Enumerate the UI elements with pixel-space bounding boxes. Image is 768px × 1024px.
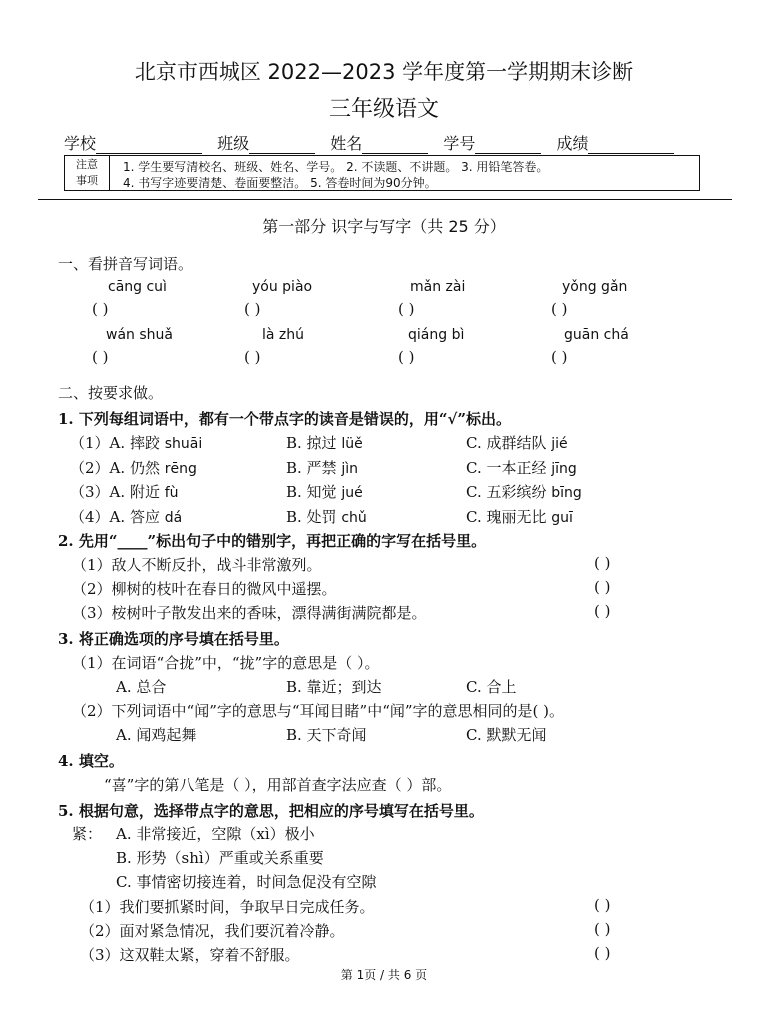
q1-word-c: C. 五彩缤纷 xyxy=(466,483,547,501)
notice-box xyxy=(64,155,700,191)
q1-title: 1. 下列每组词语中，都有一个带点字的读音是错误的，用“√”标出。 xyxy=(58,410,511,428)
q1-row-no: （2）A. xyxy=(70,459,126,477)
q3-title: 3. 将正确选项的序号填在括号里。 xyxy=(58,630,289,648)
answer-blank-8[interactable]: ( ) xyxy=(551,348,568,366)
q5-title: 5. 根据句意，选择带点字的意思，把相应的序号填写在括号里。 xyxy=(58,802,484,820)
answer-blank-5[interactable]: ( ) xyxy=(92,348,109,366)
answer-blank-6[interactable]: ( ) xyxy=(244,348,261,366)
q1-row-no: （1）A. xyxy=(70,434,126,452)
q2-bracket-3[interactable]: ( ) xyxy=(594,602,611,620)
q1-pinyin-b: lüě xyxy=(341,436,363,452)
student-id-label: 学号 xyxy=(443,134,476,153)
q3-sub-2: （2）下列词语中“闻”字的意思与“耳闻目睹”中“闻”字的意思相同的是( )。 xyxy=(72,702,565,720)
q4-title: 4. 填空。 xyxy=(58,752,124,770)
pinyin-2: yóu piào xyxy=(252,279,313,295)
q3-sub-1-option-c: C. 合上 xyxy=(466,678,517,696)
q3-sub-2-option-c: C. 默默无闻 xyxy=(466,726,547,744)
q1-row-3-b xyxy=(286,481,363,502)
q5-item-2: （2）面对紧急情况，我们要沉着冷静。 xyxy=(80,922,345,940)
q1-row-no: （3）A. xyxy=(70,483,126,501)
name-label: 姓名 xyxy=(330,134,363,153)
q2-item-2: （2）柳树的枝叶在春日的微风中遥摆。 xyxy=(72,580,337,598)
q1-row-no: （4）A. xyxy=(70,508,126,526)
q2-item-3: （3）桉树叶子散发出来的香味，漂得满街满院都是。 xyxy=(72,604,427,622)
notice-line-1: 1. 学生要写清校名、班级、姓名、学号。 2. 不读题、不讲题。 3. 用铅笔答卷。 xyxy=(123,160,549,174)
q1-word-b: B. 处罚 xyxy=(286,508,337,526)
q1-word-b: B. 掠过 xyxy=(286,434,337,452)
q1-word-c: C. 瑰丽无比 xyxy=(466,508,547,526)
q1-pinyin-a: rēng xyxy=(164,461,197,477)
q1-pinyin-a: dá xyxy=(164,510,183,526)
q2-title: 2. 先用“____”标出句子中的错别字，再把正确的字写在括号里。 xyxy=(58,532,487,550)
q2-bracket-2[interactable]: ( ) xyxy=(594,578,611,596)
score-blank[interactable] xyxy=(588,137,674,154)
q1-word-a: 附近 xyxy=(129,483,160,501)
q1-pinyin-b: jìn xyxy=(341,461,358,477)
q1-row-2-b xyxy=(286,457,358,478)
q1-row-3-c xyxy=(466,481,582,502)
q5-option-a: A. 非常接近，空隙（xì）极小 xyxy=(116,825,315,843)
q1-word-c: C. 一本正经 xyxy=(466,459,547,477)
q2-bracket-1[interactable]: ( ) xyxy=(594,554,611,572)
score-label: 成绩 xyxy=(556,134,589,153)
q2-item-1: （1）敌人不断反扑，战斗非常激列。 xyxy=(72,556,322,574)
answer-blank-3[interactable]: ( ) xyxy=(398,300,415,318)
q1-row-4-b xyxy=(286,506,367,527)
class-blank[interactable] xyxy=(249,137,315,154)
exam-title: 北京市西城区 2022—2023 学年度第一学期期末诊断 xyxy=(134,60,634,84)
q1-word-c: C. 成群结队 xyxy=(466,434,547,452)
q4-text: “喜”字的第八笔是（ ），用部首查字法应查（ ）部。 xyxy=(104,776,452,794)
q5-word: 紧： xyxy=(72,825,103,843)
student-id-blank[interactable] xyxy=(475,137,541,154)
q1-pinyin-a: shuāi xyxy=(164,436,203,452)
q5-option-c: C. 事情密切接连着，时间急促没有空隙 xyxy=(116,873,377,891)
q1-row-1-b xyxy=(286,432,363,453)
q1-pinyin-a: fù xyxy=(164,485,179,501)
pinyin-7: qiáng bì xyxy=(408,327,465,343)
q1-row-4-c xyxy=(466,506,573,527)
notice-label-2: 事项 xyxy=(76,174,98,187)
q3-sub-2-option-b: B. 天下奇闻 xyxy=(286,726,367,744)
answer-blank-1[interactable]: ( ) xyxy=(92,300,109,318)
name-blank[interactable] xyxy=(362,137,428,154)
q1-word-a: 摔跤 xyxy=(129,434,160,452)
class-label: 班级 xyxy=(217,134,250,153)
pinyin-6: là zhú xyxy=(262,327,305,343)
page-footer: 第 1页 / 共 6 页 xyxy=(340,968,428,982)
q5-bracket-2[interactable]: ( ) xyxy=(594,920,611,938)
answer-blank-7[interactable]: ( ) xyxy=(398,348,415,366)
q1-pinyin-b: chǔ xyxy=(341,510,367,526)
answer-blank-4[interactable]: ( ) xyxy=(551,300,568,318)
q3-sub-2-option-a: A. 闻鸡起舞 xyxy=(116,726,197,744)
section2-title: 二、按要求做。 xyxy=(58,384,164,402)
pinyin-3: mǎn zài xyxy=(410,279,466,295)
header-divider xyxy=(38,199,732,200)
q3-sub-1: （1）在词语“合拢”中，“拢”字的意思是（ ）。 xyxy=(72,654,380,672)
pinyin-4: yǒng gǎn xyxy=(562,279,628,295)
q1-pinyin-c: bīng xyxy=(551,485,582,501)
notice-header xyxy=(65,156,110,191)
school-label: 学校 xyxy=(64,134,97,153)
q1-word-b: B. 知觉 xyxy=(286,483,337,501)
q1-row-1 xyxy=(70,432,202,453)
q3-sub-1-option-a: A. 总合 xyxy=(116,678,167,696)
q1-row-4 xyxy=(70,506,182,527)
section1-title: 一、看拼音写词语。 xyxy=(58,255,194,273)
q1-pinyin-c: jīng xyxy=(551,461,577,477)
q1-row-2 xyxy=(70,457,197,478)
q1-row-1-c xyxy=(466,432,568,453)
notice-line-2: 4. 书写字迹要清楚、卷面要整洁。 5. 答卷时间为90分钟。 xyxy=(123,176,437,190)
pinyin-5: wán shuǎ xyxy=(106,327,173,343)
school-blank[interactable] xyxy=(96,137,202,154)
q5-item-3: （3）这双鞋太紧，穿着不舒服。 xyxy=(80,946,300,964)
exam-subtitle: 三年级语文 xyxy=(328,97,439,122)
q1-row-2-c xyxy=(466,457,577,478)
q5-bracket-1[interactable]: ( ) xyxy=(594,896,611,914)
q5-option-b: B. 形势（shì）严重或关系重要 xyxy=(116,849,324,867)
q1-pinyin-c: guī xyxy=(551,510,573,526)
answer-blank-2[interactable]: ( ) xyxy=(244,300,261,318)
q5-bracket-3[interactable]: ( ) xyxy=(594,944,611,962)
q1-pinyin-c: jié xyxy=(551,436,568,452)
q5-item-1: （1）我们要抓紧时间，争取早日完成任务。 xyxy=(80,898,375,916)
notice-label-1: 注意 xyxy=(76,158,98,171)
q1-word-a: 仍然 xyxy=(129,459,160,477)
q3-sub-1-option-b: B. 靠近；到达 xyxy=(286,678,382,696)
student-info-row xyxy=(64,131,684,154)
q1-pinyin-b: jué xyxy=(341,485,363,501)
part-title: 第一部分 识字与写字（共 25 分） xyxy=(262,217,506,236)
q1-word-b: B. 严禁 xyxy=(286,459,337,477)
pinyin-1: cāng cuì xyxy=(108,279,167,295)
q1-row-3 xyxy=(70,481,179,502)
pinyin-8: guān chá xyxy=(564,327,629,343)
q1-word-a: 答应 xyxy=(129,508,160,526)
